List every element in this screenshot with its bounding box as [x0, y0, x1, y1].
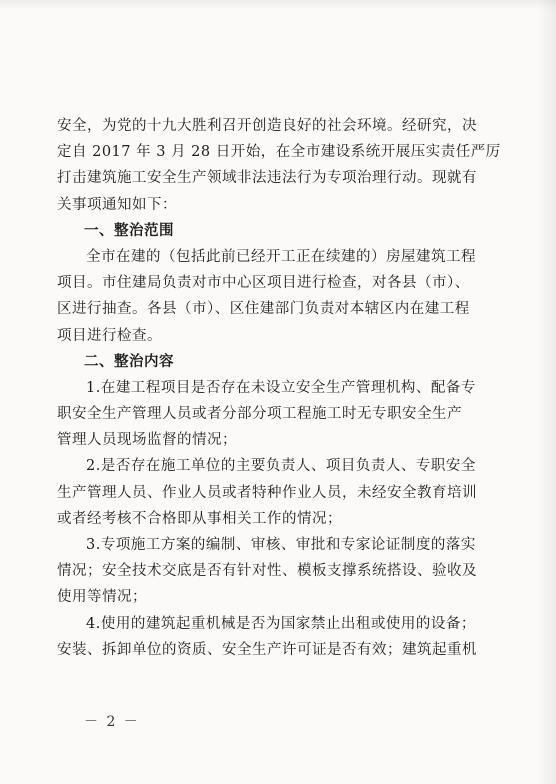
list-item-line: 2.是否存在施工单位的主要负责人、项目负责人、专职安全	[86, 458, 476, 475]
list-item-line: 情况；安全技术交底是否有针对性、模板支撑系统搭设、验收及	[57, 563, 477, 580]
section-line: 区进行抽查。各县（市）、区住建部门负责对本辖区内在建工程	[57, 301, 470, 318]
list-item-line: 3.专项施工方案的编制、审核、审批和专家论证制度的落实	[86, 537, 476, 553]
section-heading-scope: 一、整治范围	[84, 222, 174, 239]
section-line: 全市在建的（包括此前已经开工正在续建的）房屋建筑工程	[86, 248, 476, 265]
paragraph-line: 关事项通知如下：	[57, 196, 177, 213]
paragraph-line: 打击建筑施工安全生产领域非法违法行为专项治理行动。现就有	[57, 170, 477, 187]
list-item-line: 职安全生产管理人员或者分部分项工程施工时无专职安全生产	[57, 406, 462, 423]
list-item-line: 安装、拆卸单位的资质、安全生产许可证是否有效；建筑起重机	[57, 641, 477, 658]
list-item-line: 4.使用的建筑起重机械是否为国家禁止出租或使用的设备；	[86, 615, 476, 632]
list-item-line: 管理人员现场监督的情况；	[57, 432, 237, 449]
page-top-shadow	[0, 0, 556, 10]
document-body	[57, 113, 501, 663]
page-number: － 2 －	[84, 714, 140, 730]
list-item-line: 使用等情况；	[57, 589, 147, 606]
paragraph-line: 安全，为党的十九大胜利召开创造良好的社会环境。经研究，决	[57, 118, 477, 134]
section-heading-content: 二、整治内容	[84, 353, 174, 370]
section-line: 项目。市住建局负责对市中心区项目进行检查，对各县（市）、	[57, 275, 470, 292]
list-item-line: 1.在建工程项目是否存在未设立安全生产管理机构、配备专	[86, 379, 476, 396]
list-item-line: 生产管理人员、作业人员或者特种作业人员，未经安全教育培训	[57, 484, 477, 501]
paragraph-line: 定自 2017 年 3 月 28 日开始，在全市建设系统开展压实责任严厉	[57, 144, 501, 161]
list-item-line: 或者经考核不合格即从事相关工作的情况；	[57, 510, 342, 527]
page-fold-shadow	[538, 0, 556, 784]
section-line: 项目进行检查。	[57, 327, 162, 344]
